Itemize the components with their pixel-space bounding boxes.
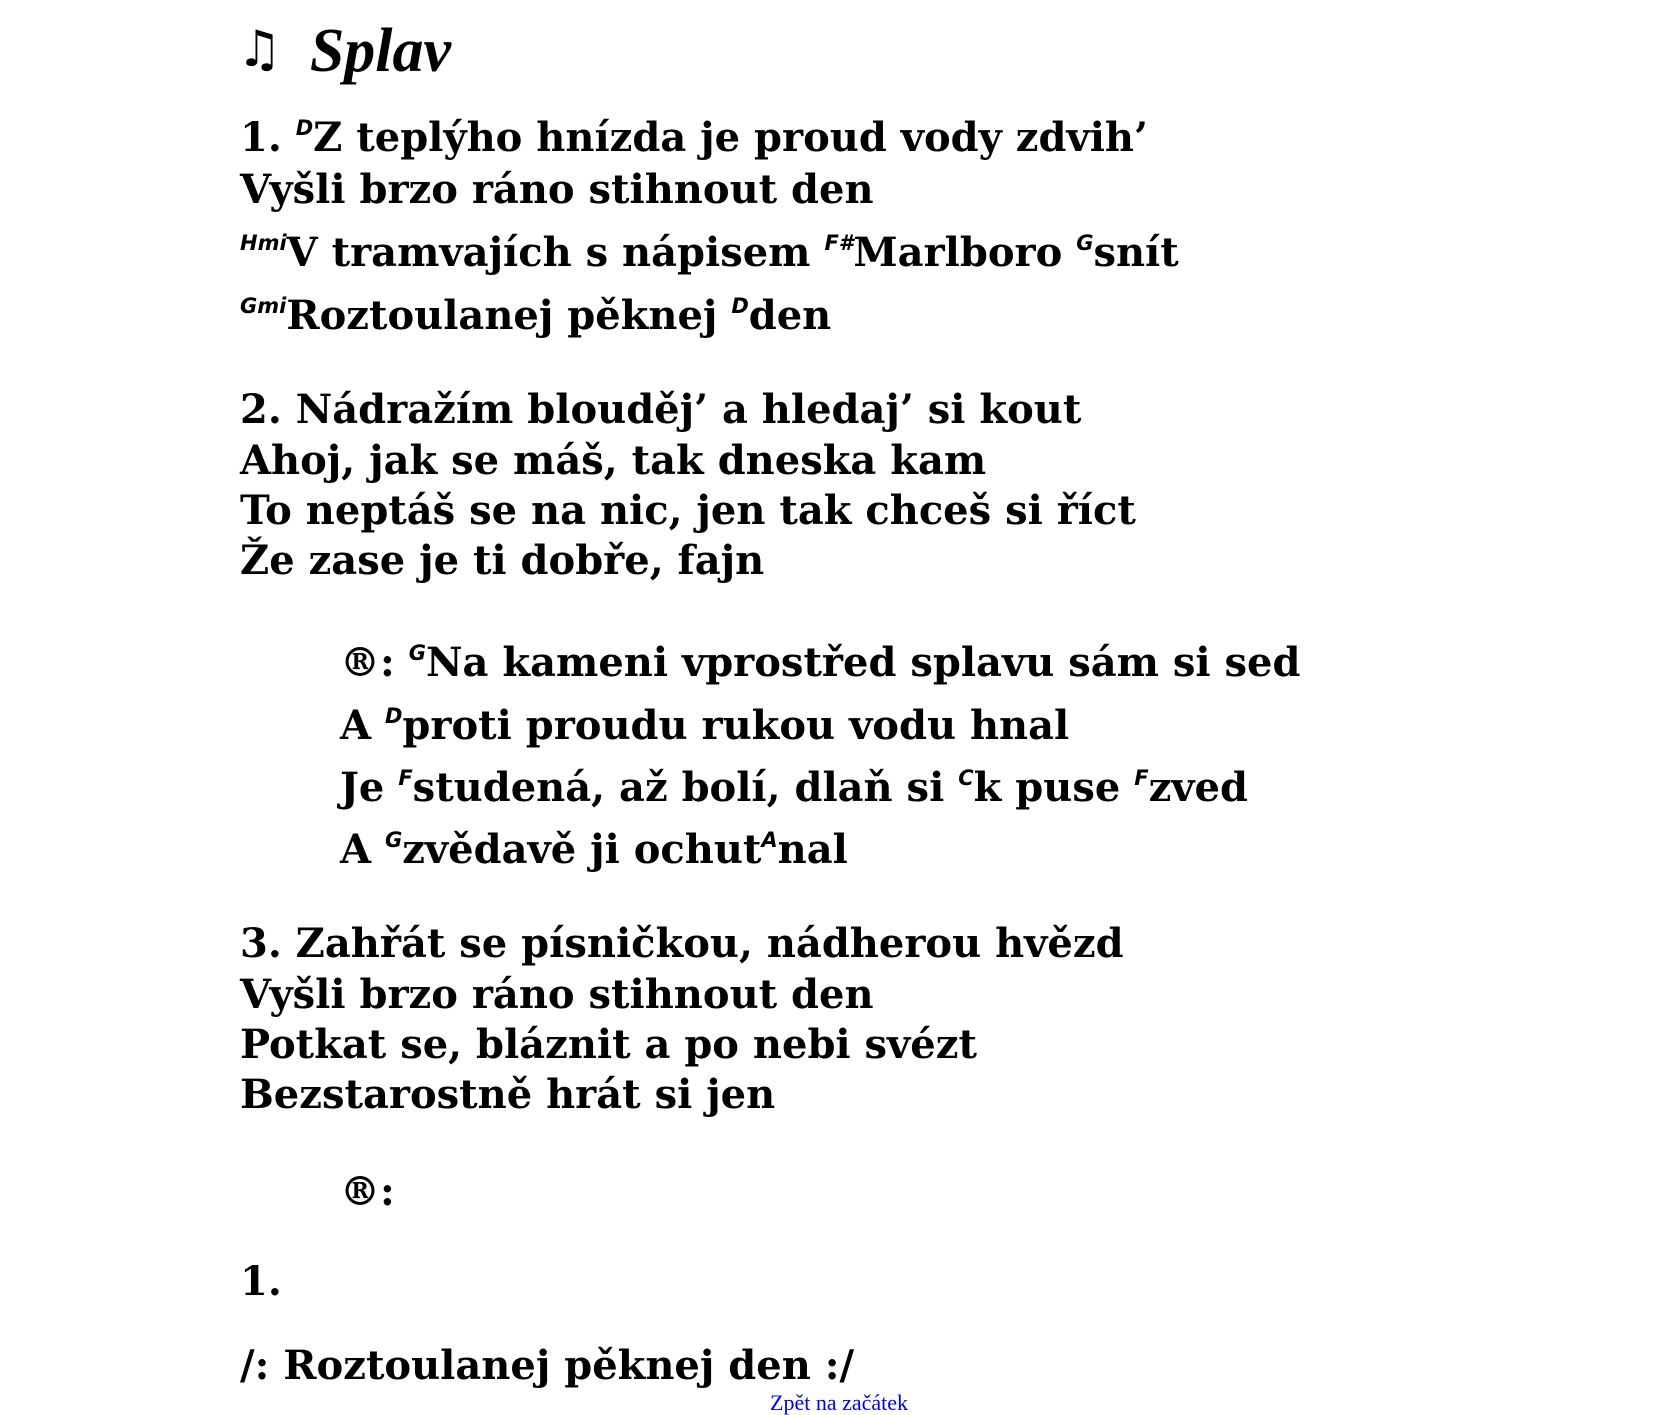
chord: G	[1076, 231, 1094, 255]
music-note-icon: ♫	[237, 20, 282, 78]
verse2-line1	[240, 386, 1082, 433]
lyric-text: Ahoj, jak se máš, tak dneska kam	[240, 437, 987, 484]
ending-line	[240, 1342, 855, 1389]
chord: Gmi	[240, 294, 287, 318]
lyric-text: proti proudu rukou vodu hnal	[402, 702, 1070, 749]
lyric-text: Z teplýho hnízda je proud vody zdvih’	[313, 114, 1148, 161]
chorus-line4	[340, 826, 848, 873]
chorus-line1	[340, 639, 1301, 686]
chorus-marker: ®:	[340, 639, 409, 686]
chord: D	[384, 704, 403, 728]
chord: C	[958, 766, 974, 790]
lyric-text: A	[340, 702, 385, 749]
lyric-text: nal	[777, 826, 848, 873]
lyric-text: 3. Zahřát se písničkou, nádherou hvězd	[240, 920, 1124, 967]
chord: F	[1134, 766, 1149, 790]
chord: G	[384, 828, 403, 852]
chord: Hmi	[240, 231, 287, 255]
verse1-line4	[240, 292, 832, 339]
lyric-text: Marlboro	[853, 229, 1077, 276]
verse-number: 1.	[240, 114, 282, 161]
lyric-text: den	[748, 292, 832, 339]
lyric-text: zved	[1148, 764, 1248, 811]
chord: F	[398, 766, 413, 790]
lyric-text: Je	[340, 764, 399, 811]
lyric-text: Bezstarostně hrát si jen	[240, 1071, 776, 1118]
verse3-line4	[240, 1071, 776, 1118]
verse3-line1	[240, 920, 1124, 967]
lyric-text: k puse	[973, 764, 1135, 811]
lyric-text: To neptáš se na nic, jen tak chceš si říct	[240, 487, 1136, 534]
lyric-text: Vyšli brzo ráno stihnout den	[240, 166, 874, 213]
song-title	[237, 14, 451, 88]
verse1-line2	[240, 166, 874, 213]
chorus-repeat-marker	[340, 1168, 395, 1215]
chord: G	[408, 641, 426, 665]
back-to-top-link[interactable]: Zpět na začátek	[770, 1390, 909, 1415]
lyric-text: V tramvajích s nápisem	[286, 229, 825, 276]
chord: D	[295, 116, 314, 140]
verse3-line3	[240, 1021, 977, 1068]
chord: F#	[824, 231, 854, 255]
verse2-line2	[240, 437, 987, 484]
lyric-text: Že zase je ti dobře, fajn	[240, 537, 765, 584]
chorus-line3	[340, 764, 1248, 811]
song-title-text: Splav	[309, 17, 452, 85]
lyric-text: A	[340, 826, 385, 873]
verse3-line2	[240, 971, 874, 1018]
lyric-text: /: Roztoulanej pěknej den :/	[240, 1342, 855, 1389]
verse-repeat-marker	[240, 1258, 282, 1305]
chorus-marker: ®:	[340, 1168, 395, 1215]
chord: D	[731, 294, 749, 318]
lyric-text: Na kameni vprostřed splavu sám si sed	[425, 639, 1301, 686]
lyric-text: snít	[1093, 229, 1179, 276]
lyric-text: 2. Nádražím blouděj’ a hledaj’ si kout	[240, 386, 1082, 433]
verse1-line1	[240, 114, 1148, 161]
lyric-text: Potkat se, bláznit a po nebi svézt	[240, 1021, 977, 1068]
lyric-text: Vyšli brzo ráno stihnout den	[240, 971, 874, 1018]
chord: A	[761, 828, 778, 852]
verse-number: 1.	[240, 1258, 282, 1305]
lyric-text: Roztoulanej pěknej	[286, 292, 732, 339]
lyric-text: studená, až bolí, dlaň si	[412, 764, 959, 811]
verse2-line4	[240, 537, 765, 584]
verse1-line3	[240, 229, 1179, 276]
chorus-line2	[340, 702, 1070, 749]
verse2-line3	[240, 487, 1136, 534]
lyric-text: zvědavě ji ochut	[402, 826, 762, 873]
